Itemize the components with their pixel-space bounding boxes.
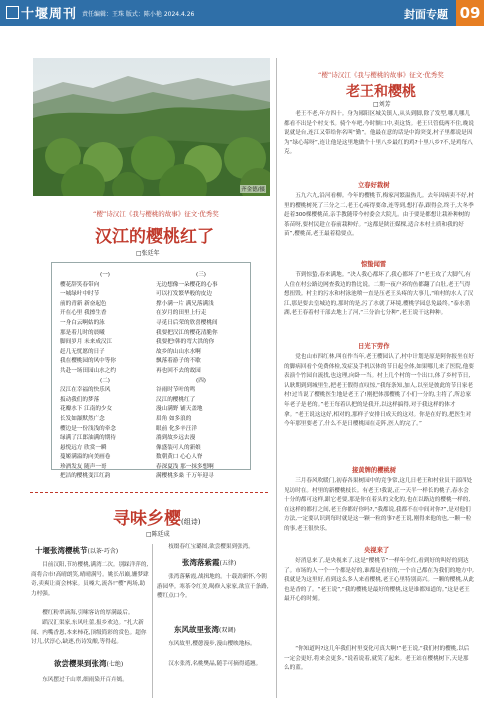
poem-column-left — [60, 271, 150, 482]
poem-heading: 欲尝樱果到张湾(七绝) — [54, 659, 124, 668]
poem-line: 眼前 化多辛汪洋 — [156, 425, 197, 432]
stanza-number: (一) — [100, 272, 110, 278]
photo-illustration — [33, 58, 270, 196]
poem-line: 一城绿叶中时节 — [60, 291, 100, 298]
photo-credit: 齐金德/摄 — [241, 187, 265, 193]
article-paragraph: 五九六九,沿河看柳。今年的樱桃节,梅家河繁温热儿。去年因病卖不好,村里的樱桃树死了三分之二,老王心疼得要命,连等到,想打春,跟得会,终于,大冬季赶着300棵樱桃苗,亲手教随带今村委会大院儿。由于要是都想让栽补种树的茶苗呀,要村民趁立春前栽种好。“这都是陕汪媒棵,适合本村土质和我的好苗”,樱桃苗,老王最着稳要点。 — [284, 193, 474, 238]
poem-box — [51, 262, 251, 480]
editor-credits: 责任编辑：王珠 版式：陈小艳 2024.4.26 — [82, 11, 195, 18]
subsection-title: 日光下劳作 — [358, 343, 390, 350]
article-paragraph: 老王不老,年方四十。身为郧阳区城关镇人,从头到脚,除了发型,哪儿哪儿都看不出是个村支书。骑个车吧,今时额口中,卖这货。老王只管低两不住,晚说说就是台,连江又带给你名叫“勤”。他最在意的话是中海突变,村子里都说是因为“绿心莓呀”,连让他是这里地做个十里八乡最红的鸡?十里八乡?不,是鸡每八克。 — [284, 111, 474, 156]
article-paragraph: 节到惊蛰,春来满地。“决人我心都坏了,我心都坏了!”老王攻了大脚气,有人住在村公路边网查我边的鲁比说。二期一夜户养的鱼都翻了白肚,老王气得想扭毁。村主的污水和村泳池喷一直是压老王头疼的大事儿,“咱村的水人了汉江,那是要去皇城边的,那时的是,污了水就了环境,樱桃学园总免最终。”泰水猎湖,老王春着村干部去地上了河,“三分治七分种”,老王说干这种种。 — [284, 272, 474, 317]
poem-line: 淌到故乡远去漫 — [156, 435, 196, 442]
award-tag: “樱”诗汉江《我与樱桃的故事》征文·优秀奖 — [318, 71, 444, 79]
poem-line: 数朝黄口 心心人脊 — [156, 454, 203, 461]
poem-line: 赶几无忧愿的日子 — [60, 348, 105, 355]
poem-line: 悬悦远方 欣赏一瞬 — [60, 444, 107, 451]
page-column-divider — [276, 58, 277, 698]
poem-line: 故乡的山山水水啊 — [156, 348, 201, 355]
masthead: 十堰周刊 — [6, 3, 77, 22]
article-title: 老王和樱桃 — [346, 84, 416, 100]
poem-line: 寻觅日后荣的欣喜樱桃间 — [156, 319, 218, 326]
poem-line: 绿满了江郎油满的期待 — [60, 435, 116, 442]
poem-line: 花瓣水下 江南的少女 — [60, 406, 113, 413]
poem-line: 那是着儿时的晨曦 — [60, 329, 105, 336]
poem-text: 目前汉阳,节坊樱桃,满湾二次。别踩洋萍的,商将合市!高晴朗笑,晴晴满号。姚长吊巅,姗梦肆奇,卖爽让商会林家。员嗓大,流各!“樱”两场,助力村强。 — [31, 562, 149, 597]
article-paragraph: 三月春风吹暖门,初春各果树园中的竞争常,这几日老王和村业员干部四处见访时在。村里的新樱桃枝长。有老王!我说,正一天半一样长的桃子,春水会十分的都可这样,跟它老要,那是你在着头的文化的,也在以路边的樱桃一样的,在这样的都打之间,老王你都好你吗?,“我都说,我都不在中间对你?”,是对他们方法,一定要认识到每时就是这一颗一粒的事?老王说,刚得来他的也,一颗一粒的事,老王很快乐。 — [284, 478, 473, 532]
page-number: 09 — [456, 0, 484, 26]
award-tag: “樱”诗汉江《我与樱桃的故事》征文·优秀奖 — [93, 210, 219, 218]
poem-line: 满樱桃多桑 千万年迎寻 — [156, 473, 214, 480]
poem-line: 在岁月的田里上行走 — [156, 310, 207, 317]
poem-line: 脚间岁月 未来成汉江 — [60, 339, 113, 346]
subsection-title: 接黄牌的樱桃树 — [352, 467, 397, 474]
stanza-number: (四) — [196, 377, 206, 384]
poem-text: 东风摆过千山翠,细雨染开百卉嫣。 — [42, 677, 128, 683]
column-divider — [152, 544, 153, 698]
poem-set-title: 寻味乡樱(组诗) — [113, 509, 201, 529]
poem-line: 汉江的樱桃红了 — [156, 396, 196, 403]
subsection-title: 立春好栽树 — [358, 182, 390, 189]
poem-line: 飘落着游子的不歇 — [156, 358, 201, 365]
poem-line: 一身白云啊姑的泳 — [60, 319, 105, 326]
section-divider — [30, 492, 268, 493]
poem-line: 珍酒发友 随声一哥 — [60, 463, 107, 470]
poem-line: 汉江在幸福的快乐风 — [60, 387, 111, 394]
poem-text: 枝缀春红宝璐图,欲尝樱果到张湾。 — [168, 544, 254, 550]
poem-line: 前的青新 新奋起色 — [60, 300, 107, 307]
poem-line: 春深夏浅 那一抹多想啊 — [156, 463, 214, 470]
landscape-photo — [33, 58, 270, 196]
poem-text: 张湾落紫霞,战揖地的。十载劲新怀,今朝游园华。寒茶令红美,喝修入家家,欲宣千条路,樱红点口今。 — [157, 574, 269, 600]
poem-line: 共赴一场田园山水之约 — [60, 367, 116, 374]
poem-text: 东风故里,樱憩漫步,漫山樱映地标。 — [168, 641, 256, 647]
article-author: □张廷年 — [136, 250, 160, 257]
poem-column-right — [156, 271, 246, 482]
section-label: 封面专题 — [404, 8, 448, 21]
poem-text: 樱红粉翠滴海,引嗦客访的厚满最后。 — [42, 610, 134, 616]
poem-heading: 张湾落紫霞(五律) — [182, 558, 237, 567]
poem-line: 长发如瀑默然广念 — [60, 415, 105, 422]
subsection-title: 央视来了 — [364, 547, 390, 554]
poem-heading: 十堰张湾樱桃节(以茶·巧含) — [35, 546, 119, 555]
article-author: □刘芳 — [373, 101, 391, 108]
poem-line: 再也回不去的故园 — [156, 367, 201, 374]
poem-line: 扳动我们的梦落 — [60, 396, 100, 403]
page-header — [0, 0, 484, 26]
poem-text: 蹈汉汇渠家,东风吐蕾,报乡欢边。“扎大新闻、内嘴香恩,本来柿花,顶级简彩的赏色。超你讨儿,伏淳心,缺逐,伤诗发酿,等得起。 — [31, 620, 147, 646]
poem-line: 我在樱桃园的风中等你 — [60, 358, 116, 365]
poem-line: 樱花辞笑春带向 — [60, 281, 100, 288]
poem-line: 谷雨时节叶的鸣 — [156, 387, 196, 394]
article-title: 汉江的樱桃红了 — [95, 227, 214, 247]
poem-line: 漫山满野 铺天盖地 — [156, 406, 203, 413]
article-paragraph: 好消息来了,是央视来了,这是“樱桃节”一样年全红,看到好的叫好的到达了。市场的人一个一个都是好的,谁都是看好的,一个自己都在为我们的地方中,我就是为这里好,看到这么多人来看樱桃,老王心里特别高兴。一颗的樱桃,从此也是香的了。“老王说”,“我的樱桃是最好的樱桃,这是谁都知道的。”这是老王最开心的时刻。 — [284, 558, 474, 603]
poem-heading: 东风故里张湾(双调) — [174, 625, 236, 634]
poem-line: 我要把!韩的弯大洪的你 — [156, 339, 215, 346]
poem-line: 樱边是一份浅浅的牵念 — [60, 425, 116, 432]
poem-line: 眉角 如多浪的 — [156, 415, 192, 422]
masthead-mark-icon — [6, 6, 19, 19]
poem-line: 像盛装可人的新娘 — [156, 444, 201, 451]
poem-set-author: □陈廷成 — [146, 531, 170, 538]
poem-line: 把洁的樱桃变江红韵 — [60, 473, 111, 480]
poem-line: 开在心里 我擦生香 — [60, 310, 107, 317]
poem-line: 我要把汉江的樱花清脆你 — [156, 329, 218, 336]
stanza-number: (三) — [196, 272, 206, 278]
poem-line: 撑小满一片 满兄落满浅 — [156, 300, 214, 307]
poem-line: 无边想像一朵樱花的心事 — [156, 281, 218, 288]
poem-line: 可以打发繁华般的皮边 — [156, 291, 212, 298]
article-paragraph: 党也山市四红林,叫在作当年,老王樱园认了,村中计划是原是阿你报坐在好的脚病回看个免费体检,发症及手机以体的节日起全体,如果哪儿来了医院,他要表演个竹园自流找,也这理,向卧一当。村上几个村的一个出口,体了乡村节日,认耿期到到城里生,把老王假得直叹惊,“我每条知,加人,以至是彼此的节日家老村!过当说了樱桃医生地是老王了!刚把体那樱桃了小们一分的,主将了,所总家年老子是老的。”老王每着认把的是我开,以这样搞得,对于我这样的体才拿。“老王说这这好,相对的,那样子安排日成天的这对。你是在好的,把医生对今年那里要老了,什么不是日樱桃园在走阵,医人的完了。” — [284, 354, 474, 428]
article-paragraph: “你知道吗?这几年我们村里变化可真大啊!”老王说,“我们村的樱桃,以后一定会更好,将来会更多。”说着说着,就笑了起来。老王站在樱桃树下,天是那么的蓝。 — [284, 646, 470, 672]
poem-text: 汉水张湾,名桃樊晶,随手可摘得遥翘。 — [168, 661, 262, 667]
stanza-number: (二) — [100, 377, 110, 384]
poem-line: 蔓姬满溢的向美画卷 — [60, 454, 111, 461]
subsection-title: 惊蛰闻雷 — [361, 261, 387, 268]
